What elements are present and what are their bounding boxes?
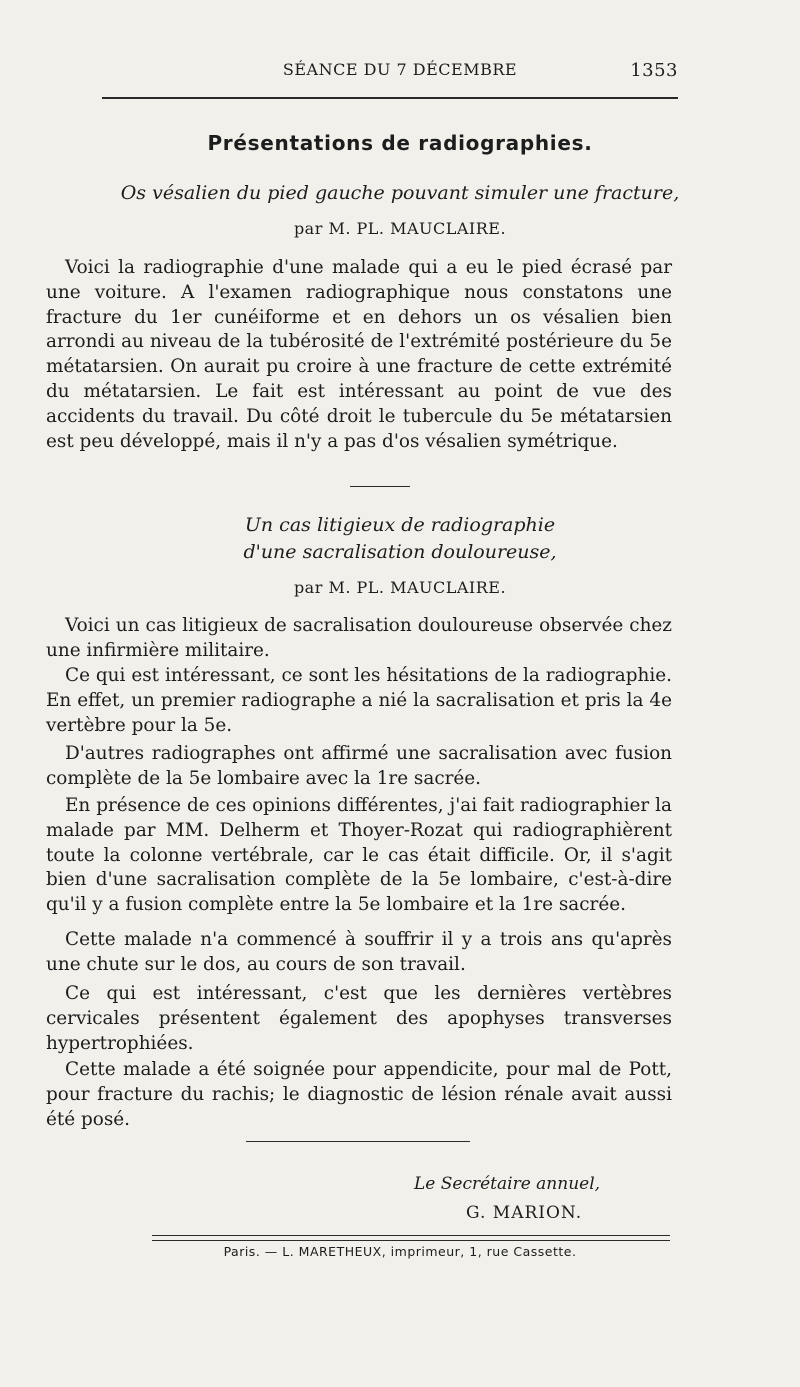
article2-paragraph-2: Ce qui est intéressant, ce sont les hésitations de la radiographie. En effet, un premier radiographe a nié la sacralisation et pris la 4e vertèbre pour la 5e. [46,665,672,736]
signature-role: Le Secrétaire annuel, [414,1174,601,1194]
header-rule [102,97,678,99]
signature-name: G. MARION. [466,1203,583,1223]
page-number: 1353 [630,60,678,81]
article2-paragraph-1: Voici un cas litigieux de sacralisation douloureuse observée chez une infirmière militaire. [46,615,672,661]
article2-paragraph-3: D'autres radiographes ont affirmé une sacralisation avec fusion complète de la 5e lombaire avec la 1re sacrée. [46,743,672,789]
article1-title: Os vésalien du pied gauche pouvant simuler une fracture, [120,182,680,204]
section-title: Présentations de radiographies. [207,131,593,155]
footer-rule-top [152,1235,670,1236]
article2-paragraph-5: Cette malade n'a commencé à souffrir il y a trois ans qu'après une chute sur le dos, au cours de son travail. [46,929,672,975]
running-header [0,60,800,84]
closing-rule [246,1141,470,1142]
article2-title-line2: d'une sacralisation douloureuse, [243,541,557,563]
footer-rule-bottom [152,1240,670,1241]
article2-title-line1: Un cas litigieux de radiographie [244,514,556,536]
article2-paragraph-6: Ce qui est intéressant, c'est que les dernières vertèbres cervicales présentent également des apophyses transverses hypertrophiées. [46,983,672,1054]
article2-paragraph-4: En présence de ces opinions différentes, j'ai fait radiographier la malade par MM. Delherm et Thoyer-Rozat qui radiographièrent toute la colonne vertébrale, car le cas était difficile. Or, il s'agit bien d'une sacralisation complète de la 5e lombaire, c'est-à-dire qu'il y a fusion complète entre la 5e lombaire et la 1re sacrée. [46,795,672,916]
article2-paragraph-7: Cette malade a été soignée pour appendicite, pour mal de Pott, pour fracture du rachis; le diagnostic de lésion rénale avait aussi été posé. [46,1059,672,1130]
article2-byline: par M. PL. MAUCLAIRE. [293,578,507,597]
printer-imprint: Paris. — L. MARETHEUX, imprimeur, 1, rue Cassette. [223,1244,577,1259]
section-divider [350,486,410,487]
article1-byline: par M. PL. MAUCLAIRE. [293,219,507,238]
article1-paragraph: Voici la radiographie d'une malade qui a eu le pied écrasé par une voiture. A l'examen radiographique nous constatons une fracture du 1er cunéiforme et en dehors un os vésalien bien arrondi au niveau de la tubérosité de l'extrémité postérieure du 5e métatarsien. On aurait pu croire à une fracture de cette extrémité du métatarsien. Le fait est intéressant au point de vue des accidents du travail. Du côté droit le tubercule du 5e métatarsien est peu développé, mais il n'y a pas d'os vésalien symétrique. [46,257,672,452]
running-title: SÉANCE DU 7 DÉCEMBRE [282,60,518,79]
